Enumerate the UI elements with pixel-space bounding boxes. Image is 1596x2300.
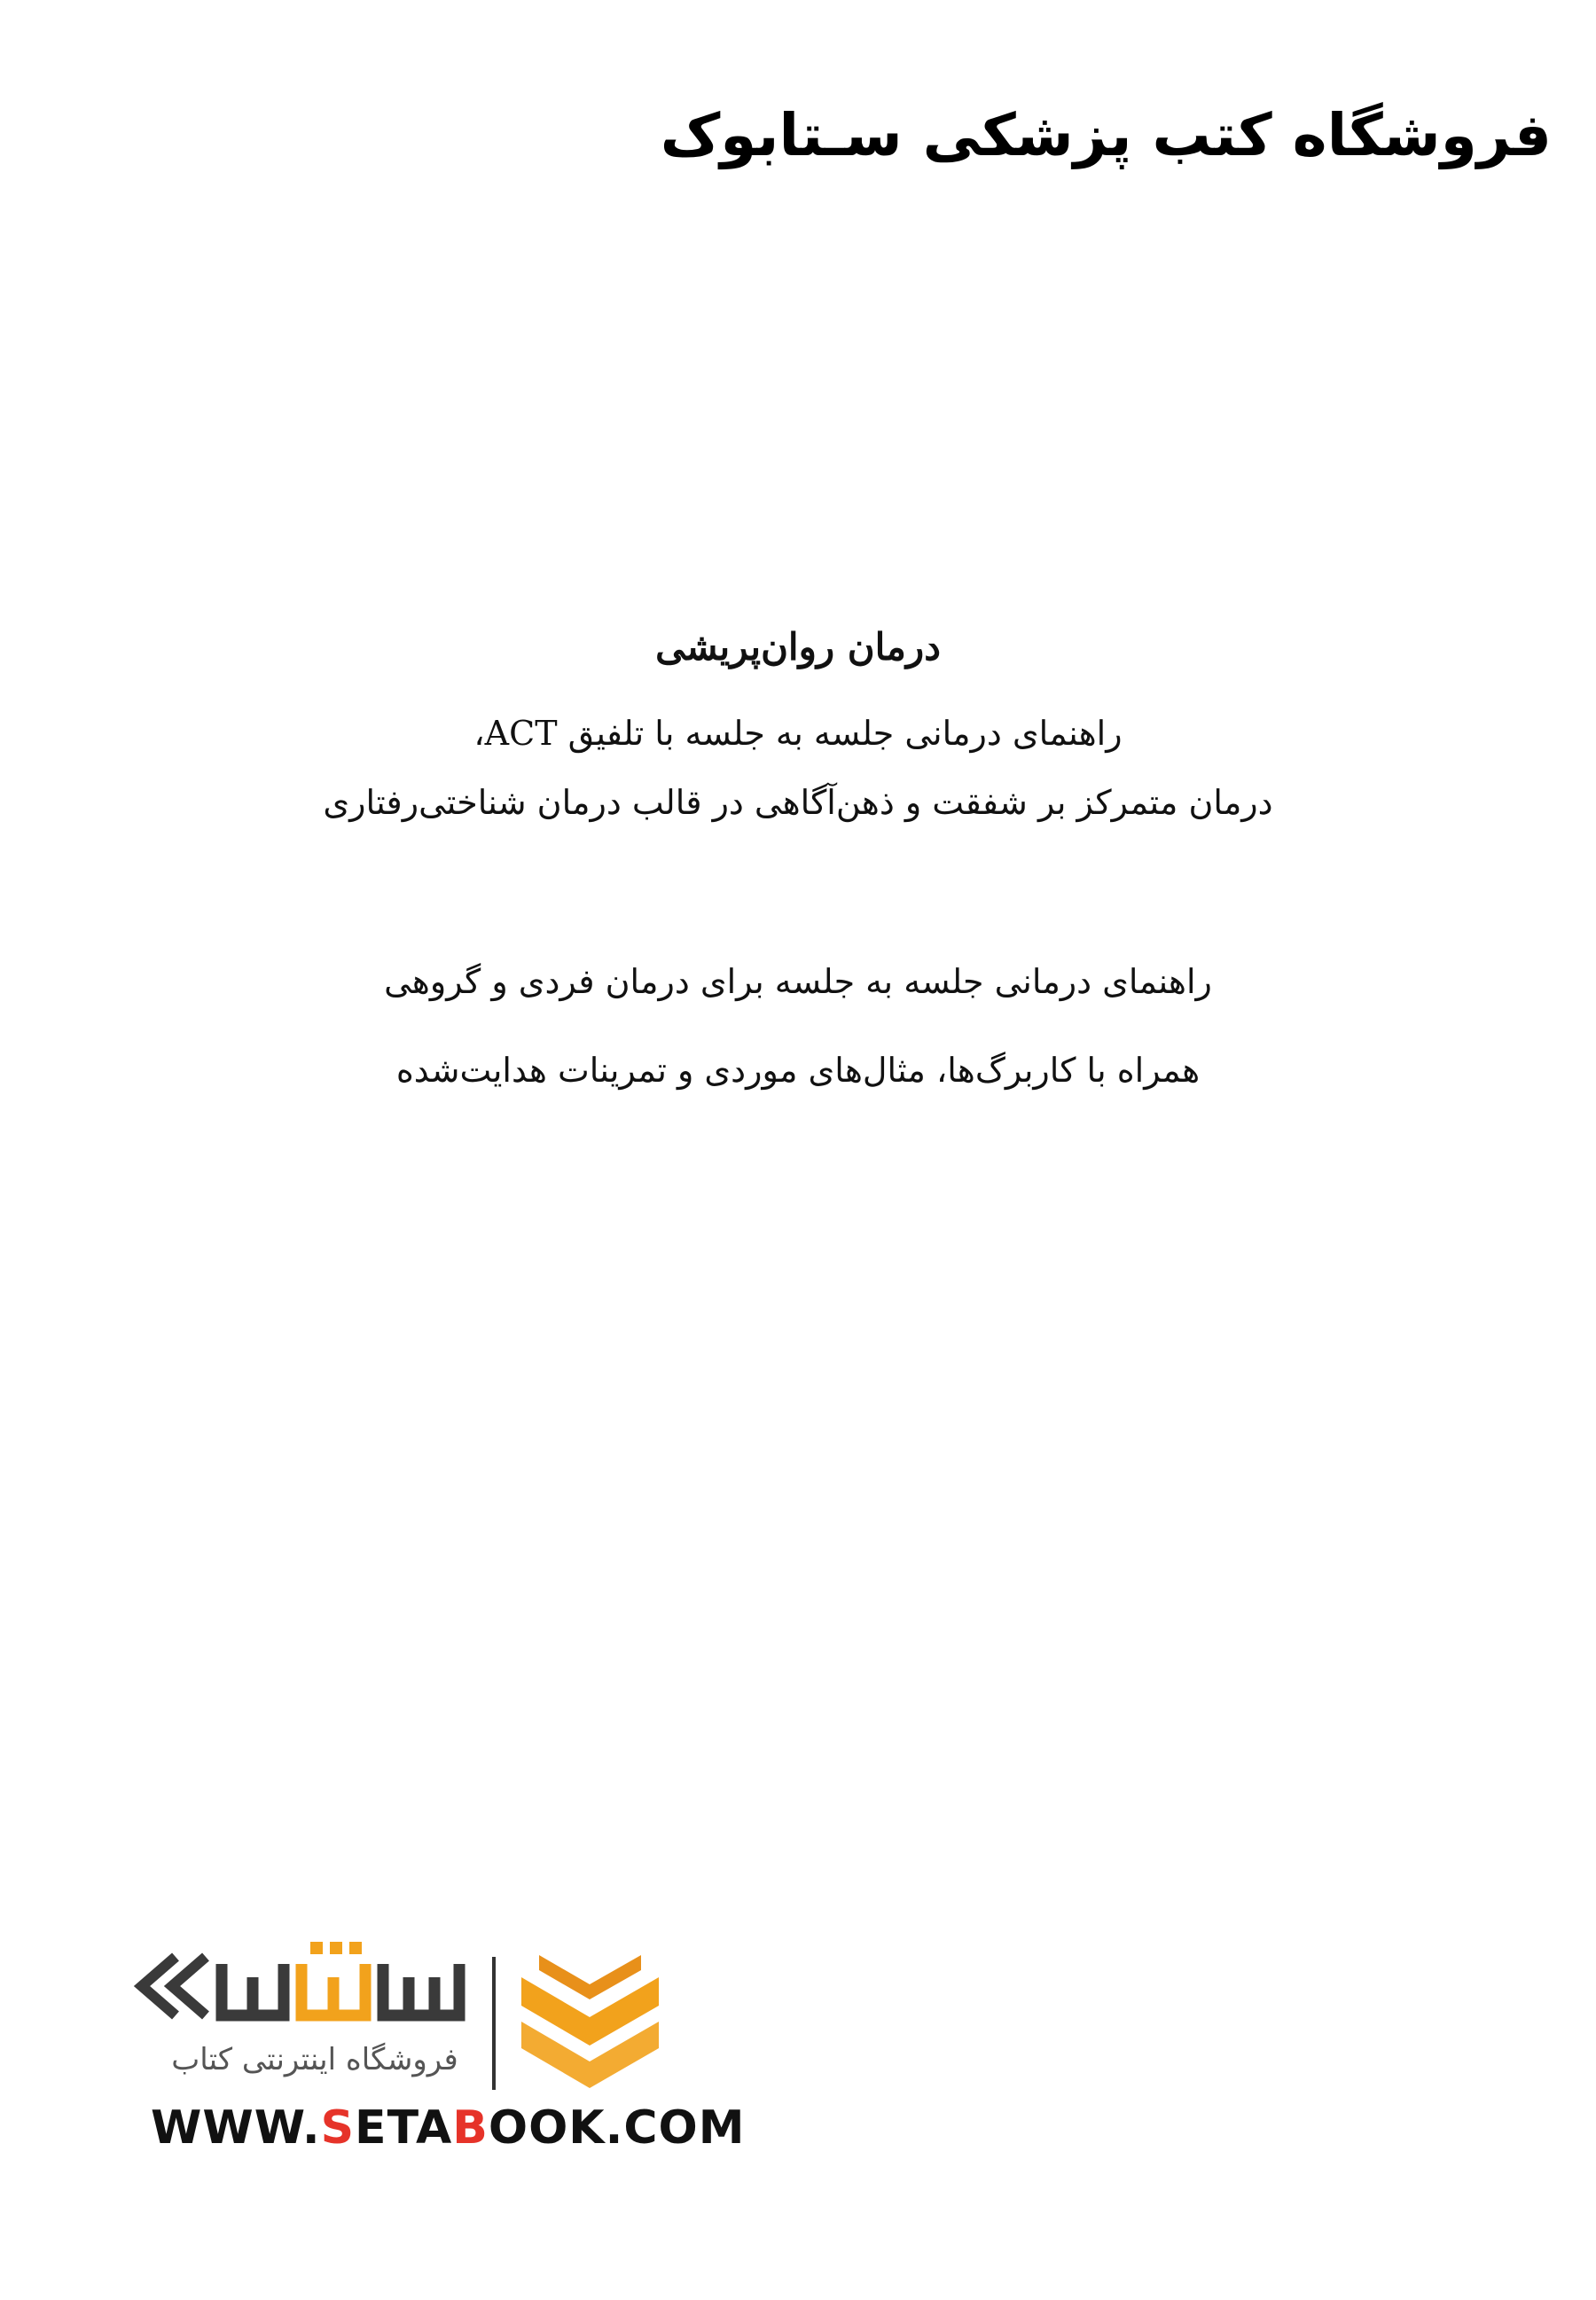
book-chevron-logo-icon [512, 1951, 668, 2106]
url-suffix: OOK.COM [488, 2101, 746, 2155]
book-subtitle-line-4: همراه با کاربرگ‌ها، مثال‌های موردی و تمرینات هدایت‌شده [395, 1051, 1201, 1090]
book-subtitle-line-1: راهنمای درمانی جلسه به جلسه با تلفیق ACT، [473, 714, 1123, 753]
book-subtitle-line-3: راهنمای درمانی جلسه به جلسه برای درمان فردی و گروهی [384, 962, 1212, 1001]
book-subtitle-line-2: درمان متمرکز بر شفقت و ذهن‌آگاهی در قالب درمان شناختی‌رفتاری [323, 783, 1273, 822]
url-highlight-s: S [320, 2101, 356, 2155]
url-prefix: WWW. [151, 2101, 321, 2155]
book-title: درمان روان‌پریشی [655, 625, 941, 669]
logo-wordmark-icon [133, 1937, 470, 2053]
store-header-title: فروشگاه کتب پزشکی سـتابوک [660, 101, 1552, 169]
logo-tagline: فروشگاه اینترنتی کتاب [171, 2042, 458, 2077]
url-mid: ETA [355, 2101, 453, 2155]
website-url[interactable] [151, 2101, 746, 2155]
url-highlight-b: B [452, 2101, 489, 2155]
logo-divider [492, 1957, 496, 2090]
